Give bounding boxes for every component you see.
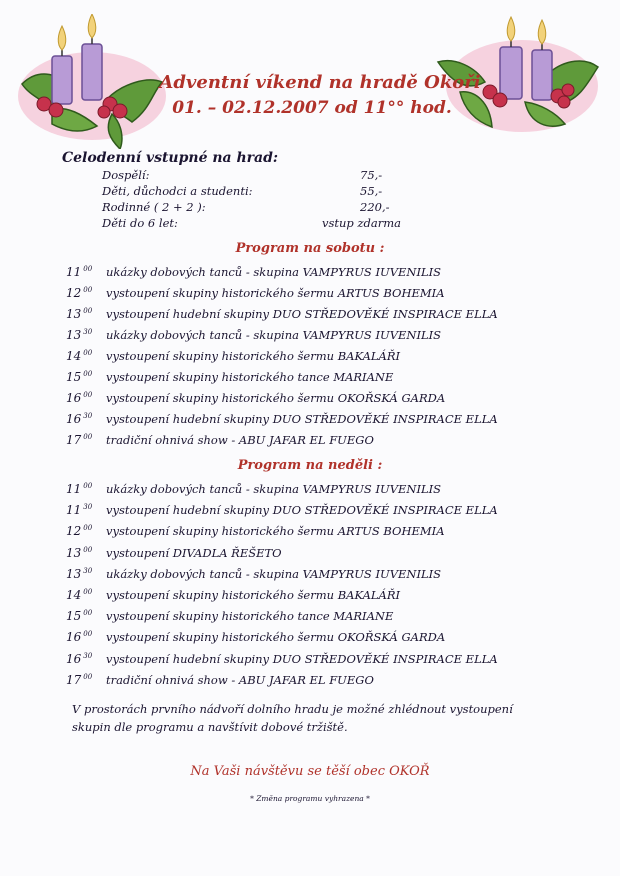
time-minutes: 00 [83, 524, 93, 533]
program-time [66, 567, 92, 581]
program-description: tradiční ohnivá show - ABU JAFAR EL FUEGO [106, 433, 374, 447]
program-item [66, 328, 566, 346]
program-time [66, 307, 92, 321]
time-minutes: 00 [83, 286, 93, 294]
program-time [66, 433, 92, 447]
admission-price: 75,- [360, 168, 383, 182]
time-hour: 15 [66, 609, 82, 624]
time-hour: 11 [66, 503, 82, 518]
program-time [66, 524, 92, 538]
footnote: * Změna programu vyhrazena * [250, 794, 370, 803]
program-item [66, 307, 566, 325]
program-item [66, 630, 566, 648]
program-item [66, 412, 566, 430]
time-hour: 13 [66, 566, 82, 581]
time-minutes: 00 [83, 349, 93, 357]
time-minutes: 30 [83, 651, 93, 660]
admission-label: Dospělí: [102, 168, 150, 182]
program-time [66, 588, 92, 602]
time-hour: 11 [66, 482, 82, 496]
time-hour: 13 [66, 328, 82, 342]
program-description: vystoupení skupiny historického šermu OKOŘSKÁ GARDA [106, 391, 446, 405]
program-time [66, 265, 92, 279]
program-description: vystoupení hudební skupiny DUO STŘEDOVĚKÉ INSPIRACE ELLA [106, 651, 498, 666]
program-item [66, 567, 566, 585]
admission-row [102, 168, 402, 184]
program-time [66, 412, 92, 426]
event-dates: 01. – 02.12.2007 od 11°° hod. [172, 98, 452, 118]
time-hour: 16 [66, 391, 82, 405]
time-minutes: 00 [83, 391, 93, 399]
time-minutes: 00 [83, 545, 93, 554]
time-minutes: 00 [83, 265, 93, 273]
program-time [66, 349, 92, 363]
program-time [66, 482, 92, 496]
admission-row [102, 200, 402, 216]
time-hour: 16 [66, 412, 82, 426]
admission-price: 55,- [360, 184, 383, 198]
program-time [66, 630, 92, 644]
time-hour: 13 [66, 545, 82, 560]
program-time [66, 546, 92, 560]
time-hour: 15 [66, 370, 82, 384]
program-item [66, 370, 566, 388]
program-description: vystoupení hudební skupiny DUO STŘEDOVĚKÉ INSPIRACE ELLA [106, 503, 498, 518]
time-minutes: 30 [83, 503, 93, 512]
admission-label: Děti, důchodci a studenti: [102, 184, 253, 198]
time-hour: 14 [66, 588, 82, 602]
admission-price: 220,- [360, 200, 390, 214]
time-minutes: 30 [83, 328, 93, 336]
program-item [66, 652, 566, 670]
program-item [66, 588, 566, 606]
time-minutes: 00 [83, 630, 93, 639]
program-description: vystoupení skupiny historického šermu ARTUS BOHEMIA [106, 524, 445, 539]
time-hour: 11 [66, 265, 82, 279]
time-hour: 16 [66, 651, 82, 666]
time-hour: 14 [66, 349, 82, 363]
program-time [66, 391, 92, 405]
time-minutes: 00 [83, 307, 93, 315]
program-description: ukázky dobových tanců - skupina VAMPYRUS IUVENILIS [106, 328, 442, 342]
saturday-title: Program na sobotu : [235, 241, 385, 256]
admission-heading: Celodenní vstupné na hrad: [62, 150, 279, 166]
closing-line: Na Vaši návštěvu se těší obec OKOŘ [190, 764, 430, 779]
event-title: Adventní víkend na hradě Okoři [159, 72, 481, 93]
program-description: vystoupení skupiny historického tance MARIANE [106, 370, 394, 384]
program-item [66, 265, 566, 283]
sunday-title: Program na neděli : [237, 458, 383, 473]
time-minutes: 00 [83, 433, 93, 441]
program-description: vystoupení skupiny historického šermu ARTUS BOHEMIA [106, 286, 445, 300]
time-minutes: 00 [83, 672, 93, 681]
admission-row [102, 216, 402, 232]
time-minutes: 30 [83, 412, 93, 420]
program-item [66, 524, 566, 542]
time-minutes: 00 [83, 482, 93, 490]
time-minutes: 00 [83, 609, 93, 618]
program-item [66, 391, 566, 409]
program-description: tradiční ohnivá show - ABU JAFAR EL FUEGO [106, 672, 374, 687]
venue-note: V prostorách prvního nádvoří dolního hradu je možné zhlédnout vystoupení skupin dle programu a navštívit dobové tržiště. [72, 702, 513, 734]
time-hour: 16 [66, 630, 82, 645]
program-item [66, 609, 566, 627]
time-minutes: 00 [83, 370, 93, 378]
program-item [66, 673, 566, 691]
time-hour: 12 [66, 286, 82, 300]
program-item [66, 546, 566, 564]
program-description: vystoupení DIVADLA ŘEŠETO [106, 545, 282, 560]
admission-price: vstup zdarma [322, 216, 401, 230]
time-minutes: 30 [83, 566, 93, 575]
program-description: vystoupení skupiny historického šermu BAKALÁŘI [106, 349, 401, 363]
time-minutes: 00 [83, 588, 93, 596]
program-time [66, 503, 92, 517]
program-description: vystoupení skupiny historického tance MARIANE [106, 609, 394, 624]
program-description: ukázky dobových tanců - skupina VAMPYRUS IUVENILIS [106, 566, 442, 581]
program-description: ukázky dobových tanců - skupina VAMPYRUS IUVENILIS [106, 265, 442, 279]
program-description: vystoupení skupiny historického šermu OKOŘSKÁ GARDA [106, 630, 446, 645]
admission-label: Rodinné ( 2 + 2 ): [102, 200, 206, 214]
program-time [66, 328, 92, 342]
program-time [66, 370, 92, 384]
program-time [66, 652, 92, 666]
admission-label: Děti do 6 let: [102, 216, 178, 230]
time-hour: 13 [66, 307, 82, 321]
program-description: vystoupení skupiny historického šermu BAKALÁŘI [106, 588, 401, 602]
program-description: vystoupení hudební skupiny DUO STŘEDOVĚKÉ INSPIRACE ELLA [106, 412, 498, 426]
time-hour: 12 [66, 524, 82, 539]
program-time [66, 286, 92, 300]
time-hour: 17 [66, 672, 82, 687]
program-time [66, 609, 92, 623]
program-item [66, 503, 566, 521]
program-description: vystoupení hudební skupiny DUO STŘEDOVĚKÉ INSPIRACE ELLA [106, 307, 498, 321]
program-item [66, 349, 566, 367]
program-description: ukázky dobových tanců - skupina VAMPYRUS IUVENILIS [106, 482, 442, 496]
program-item [66, 482, 566, 500]
time-hour: 17 [66, 433, 82, 447]
program-item [66, 433, 566, 451]
program-time [66, 673, 92, 687]
program-item [66, 286, 566, 304]
admission-row [102, 184, 402, 200]
